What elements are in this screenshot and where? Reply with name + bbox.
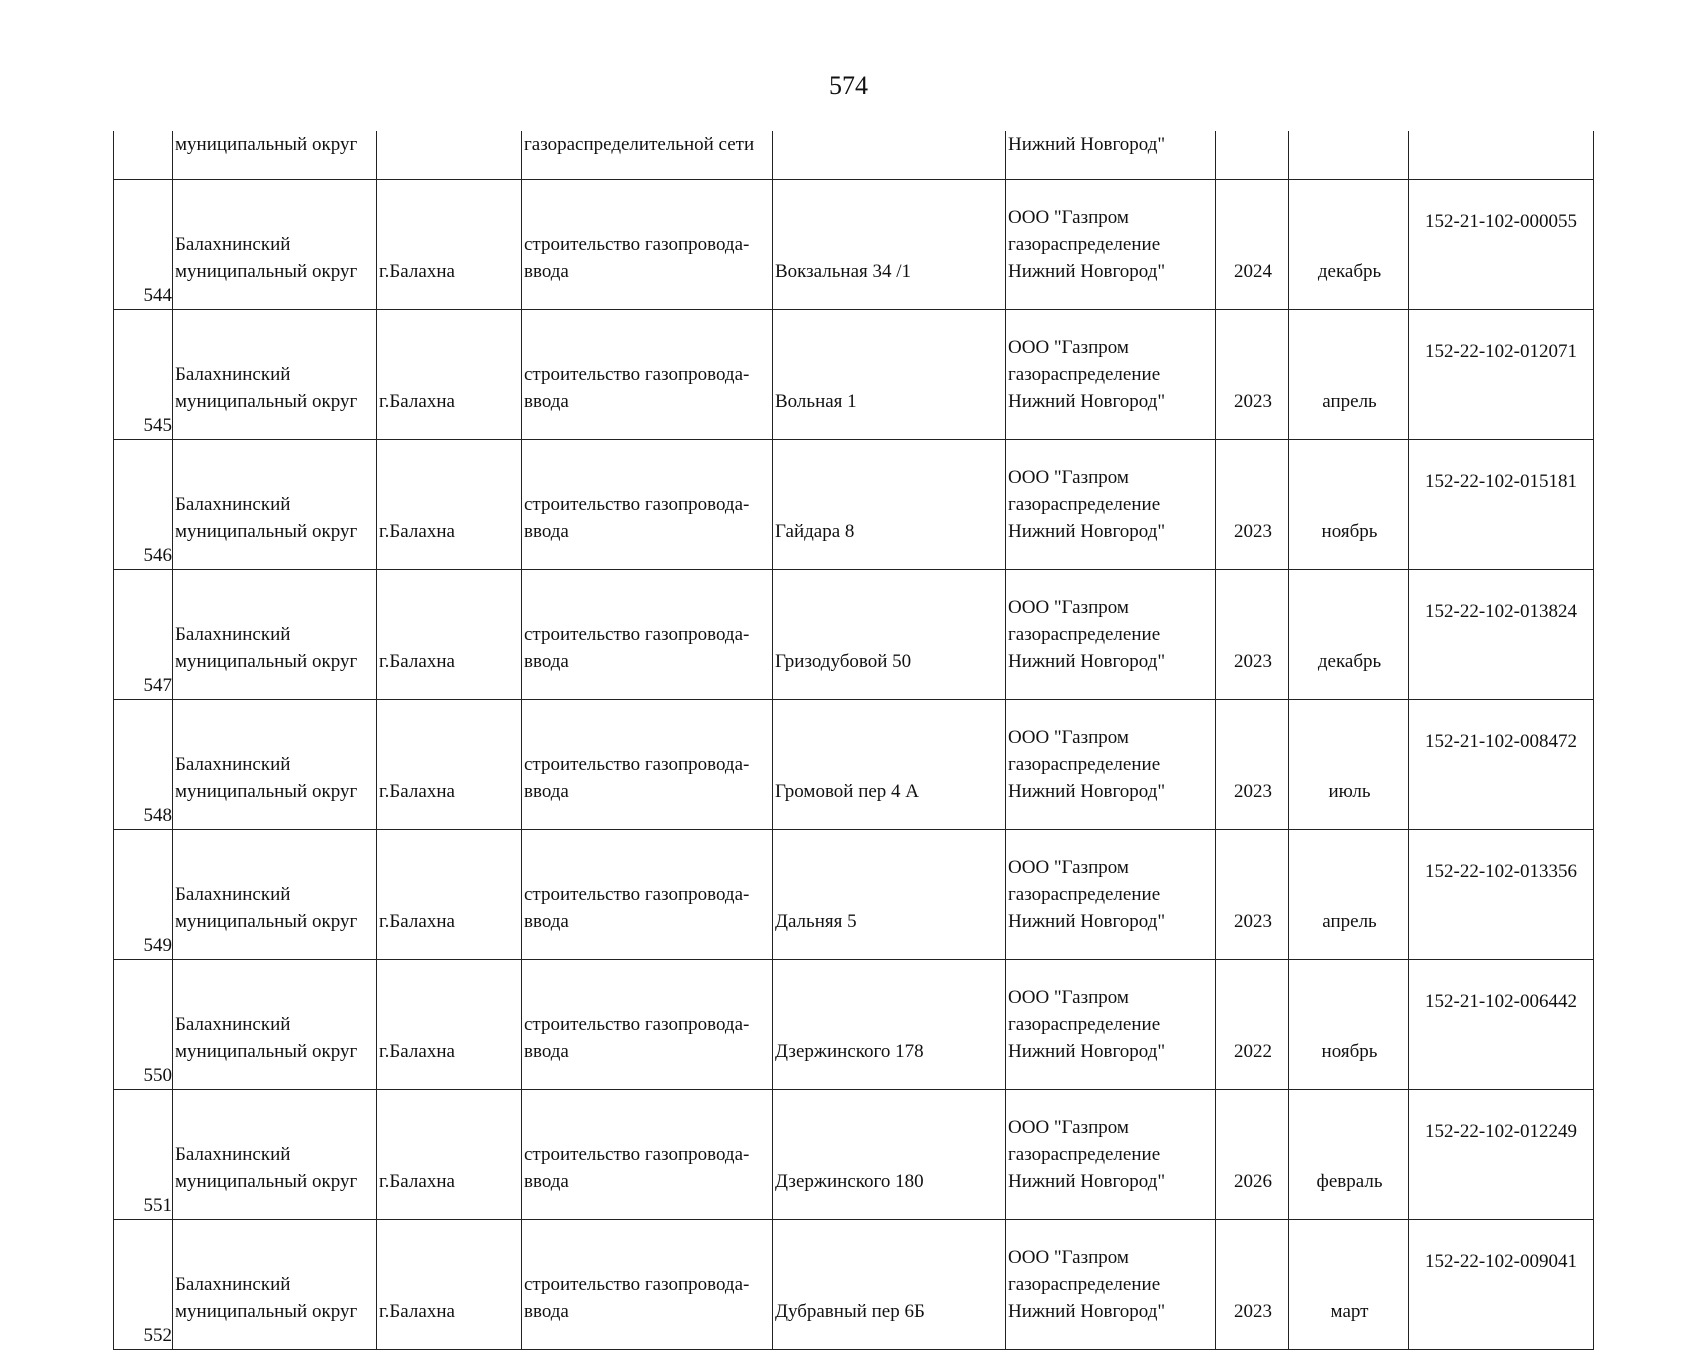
cell-work-line: ввода <box>524 781 569 802</box>
cell-district-line: Балахнинский <box>175 1274 291 1295</box>
cell-district <box>173 1220 377 1350</box>
cell-code <box>1409 131 1594 180</box>
cell-address: Дубравный пер 6Б <box>773 1220 1006 1350</box>
cell-month: декабрь <box>1289 180 1409 310</box>
cell-month: апрель <box>1289 310 1409 440</box>
cell-district-line: муниципальный округ <box>175 1171 358 1192</box>
cell-org <box>1006 1220 1216 1350</box>
cell-district-line: муниципальный округ <box>175 521 358 542</box>
continuation-row <box>114 131 1594 180</box>
cell-org <box>1006 960 1216 1090</box>
cell-code: 152-22-102-013824 <box>1409 570 1594 700</box>
cell-org <box>1006 1090 1216 1220</box>
cell-org-line: Нижний Новгород" <box>1008 651 1166 672</box>
cell-work-line: строительство газопровода- <box>524 884 750 905</box>
cell-month: ноябрь <box>1289 440 1409 570</box>
page-number: 574 <box>829 71 868 100</box>
cell-district <box>173 700 377 830</box>
cell-work-line: строительство газопровода- <box>524 754 750 775</box>
cell-work <box>522 310 773 440</box>
cell-org: Нижний Новгород" <box>1006 131 1216 180</box>
cell-org <box>1006 440 1216 570</box>
cell-district-line: Балахнинский <box>175 754 291 775</box>
cell-work-line: строительство газопровода- <box>524 234 750 255</box>
cell-org-line: Нижний Новгород" <box>1008 391 1166 412</box>
cell-month: февраль <box>1289 1090 1409 1220</box>
cell-month: декабрь <box>1289 570 1409 700</box>
cell-district-line: Балахнинский <box>175 1144 291 1165</box>
cell-code: 152-22-102-012071 <box>1409 310 1594 440</box>
cell-district-line: Балахнинский <box>175 364 291 385</box>
cell-address: Дзержинского 178 <box>773 960 1006 1090</box>
table-row <box>114 310 1594 440</box>
cell-work-line: ввода <box>524 261 569 282</box>
cell-district: муниципальный округ <box>173 131 377 180</box>
cell-work-line: ввода <box>524 1171 569 1192</box>
cell-org-line: ООО "Газпром <box>1008 467 1129 488</box>
cell-district-line: муниципальный округ <box>175 261 358 282</box>
cell-work: газораспределительной сети <box>522 131 773 180</box>
cell-month: март <box>1289 1220 1409 1350</box>
cell-code: 152-21-102-008472 <box>1409 700 1594 830</box>
cell-district-line: Балахнинский <box>175 624 291 645</box>
cell-address: Громовой пер 4 А <box>773 700 1006 830</box>
cell-code: 152-22-102-013356 <box>1409 830 1594 960</box>
table-row <box>114 180 1594 310</box>
cell-num: 545 <box>114 310 173 440</box>
cell-code: 152-22-102-012249 <box>1409 1090 1594 1220</box>
cell-district-line: Балахнинский <box>175 234 291 255</box>
cell-year: 2026 <box>1216 1090 1289 1220</box>
cell-month: ноябрь <box>1289 960 1409 1090</box>
cell-year: 2023 <box>1216 310 1289 440</box>
cell-org <box>1006 310 1216 440</box>
cell-address: Гризодубовой 50 <box>773 570 1006 700</box>
cell-month: июль <box>1289 700 1409 830</box>
cell-work-line: строительство газопровода- <box>524 1144 750 1165</box>
cell-district-line: муниципальный округ <box>175 651 358 672</box>
cell-district-line: муниципальный округ <box>175 1301 358 1322</box>
cell-org-line: Нижний Новгород" <box>1008 261 1166 282</box>
cell-org-line: ООО "Газпром <box>1008 207 1129 228</box>
cell-num: 547 <box>114 570 173 700</box>
cell-work-line: ввода <box>524 651 569 672</box>
cell-work-line: строительство газопровода- <box>524 1274 750 1295</box>
cell-org-line: ООО "Газпром <box>1008 727 1129 748</box>
cell-district <box>173 960 377 1090</box>
cell-month: апрель <box>1289 830 1409 960</box>
cell-work <box>522 180 773 310</box>
cell-district <box>173 830 377 960</box>
cell-year: 2023 <box>1216 570 1289 700</box>
cell-org-line: ООО "Газпром <box>1008 987 1129 1008</box>
cell-org <box>1006 570 1216 700</box>
cell-num: 549 <box>114 830 173 960</box>
cell-num: 548 <box>114 700 173 830</box>
cell-district <box>173 440 377 570</box>
cell-city: г.Балахна <box>377 960 522 1090</box>
cell-year: 2022 <box>1216 960 1289 1090</box>
cell-code: 152-21-102-000055 <box>1409 180 1594 310</box>
cell-district-line: муниципальный округ <box>175 391 358 412</box>
cell-work-line: ввода <box>524 391 569 412</box>
cell-org-line: Нижний Новгород" <box>1008 1041 1166 1062</box>
cell-org-line: ООО "Газпром <box>1008 597 1129 618</box>
cell-year: 2023 <box>1216 700 1289 830</box>
cell-work-line: строительство газопровода- <box>524 494 750 515</box>
cell-work <box>522 1090 773 1220</box>
cell-org-line: Нижний Новгород" <box>1008 1171 1166 1192</box>
cell-num: 546 <box>114 440 173 570</box>
cell-org <box>1006 700 1216 830</box>
cell-org-line: газораспределение <box>1008 754 1161 775</box>
cell-org-line: газораспределение <box>1008 234 1161 255</box>
cell-org-line: Нижний Новгород" <box>1008 781 1166 802</box>
cell-address <box>773 131 1006 180</box>
table-row <box>114 830 1594 960</box>
cell-address: Гайдара 8 <box>773 440 1006 570</box>
cell-district-line: Балахнинский <box>175 494 291 515</box>
cell-address: Дзержинского 180 <box>773 1090 1006 1220</box>
table-row <box>114 1090 1594 1220</box>
cell-district <box>173 570 377 700</box>
cell-district <box>173 1090 377 1220</box>
gas-connection-table <box>113 131 1594 1350</box>
cell-org-line: газораспределение <box>1008 624 1161 645</box>
cell-org-line: ООО "Газпром <box>1008 337 1129 358</box>
cell-org-line: ООО "Газпром <box>1008 1247 1129 1268</box>
cell-month <box>1289 131 1409 180</box>
cell-work <box>522 700 773 830</box>
cell-year: 2023 <box>1216 440 1289 570</box>
cell-city: г.Балахна <box>377 1220 522 1350</box>
table-row <box>114 960 1594 1090</box>
cell-city: г.Балахна <box>377 310 522 440</box>
cell-org <box>1006 180 1216 310</box>
cell-address: Вокзальная 34 /1 <box>773 180 1006 310</box>
cell-district <box>173 180 377 310</box>
cell-work-line: строительство газопровода- <box>524 1014 750 1035</box>
cell-org-line: ООО "Газпром <box>1008 1117 1129 1138</box>
cell-org-line: газораспределение <box>1008 1014 1161 1035</box>
cell-org-line: газораспределение <box>1008 1144 1161 1165</box>
cell-num: 552 <box>114 1220 173 1350</box>
table-row <box>114 440 1594 570</box>
table-row <box>114 700 1594 830</box>
cell-city: г.Балахна <box>377 830 522 960</box>
cell-code: 152-22-102-009041 <box>1409 1220 1594 1350</box>
cell-district-line: муниципальный округ <box>175 1041 358 1062</box>
cell-code: 152-22-102-015181 <box>1409 440 1594 570</box>
cell-work <box>522 960 773 1090</box>
cell-num <box>114 131 173 180</box>
cell-work-line: строительство газопровода- <box>524 364 750 385</box>
cell-org-line: газораспределение <box>1008 1274 1161 1295</box>
cell-address: Вольная 1 <box>773 310 1006 440</box>
cell-work-line: ввода <box>524 1301 569 1322</box>
cell-work <box>522 570 773 700</box>
table-row <box>114 570 1594 700</box>
cell-org <box>1006 830 1216 960</box>
cell-city: г.Балахна <box>377 1090 522 1220</box>
cell-org-line: газораспределение <box>1008 494 1161 515</box>
cell-year: 2024 <box>1216 180 1289 310</box>
cell-district <box>173 310 377 440</box>
cell-work-line: строительство газопровода- <box>524 624 750 645</box>
cell-district-line: муниципальный округ <box>175 781 358 802</box>
cell-work-line: ввода <box>524 911 569 932</box>
table-row <box>114 1220 1594 1350</box>
cell-district-line: муниципальный округ <box>175 911 358 932</box>
cell-work <box>522 440 773 570</box>
cell-work <box>522 1220 773 1350</box>
cell-org-line: газораспределение <box>1008 364 1161 385</box>
cell-org-line: Нижний Новгород" <box>1008 521 1166 542</box>
cell-district-line: Балахнинский <box>175 884 291 905</box>
cell-city: г.Балахна <box>377 700 522 830</box>
cell-year: 2023 <box>1216 830 1289 960</box>
cell-work-line: ввода <box>524 521 569 542</box>
cell-code: 152-21-102-006442 <box>1409 960 1594 1090</box>
cell-city <box>377 131 522 180</box>
cell-work-line: ввода <box>524 1041 569 1062</box>
cell-year <box>1216 131 1289 180</box>
cell-num: 544 <box>114 180 173 310</box>
cell-org-line: Нижний Новгород" <box>1008 1301 1166 1322</box>
cell-city: г.Балахна <box>377 440 522 570</box>
cell-org-line: газораспределение <box>1008 884 1161 905</box>
cell-district-line: Балахнинский <box>175 1014 291 1035</box>
cell-city: г.Балахна <box>377 570 522 700</box>
cell-num: 551 <box>114 1090 173 1220</box>
cell-address: Дальняя 5 <box>773 830 1006 960</box>
table-body <box>114 131 1594 1350</box>
cell-city: г.Балахна <box>377 180 522 310</box>
cell-work <box>522 830 773 960</box>
cell-year: 2023 <box>1216 1220 1289 1350</box>
cell-org-line: Нижний Новгород" <box>1008 911 1166 932</box>
cell-num: 550 <box>114 960 173 1090</box>
cell-org-line: ООО "Газпром <box>1008 857 1129 878</box>
